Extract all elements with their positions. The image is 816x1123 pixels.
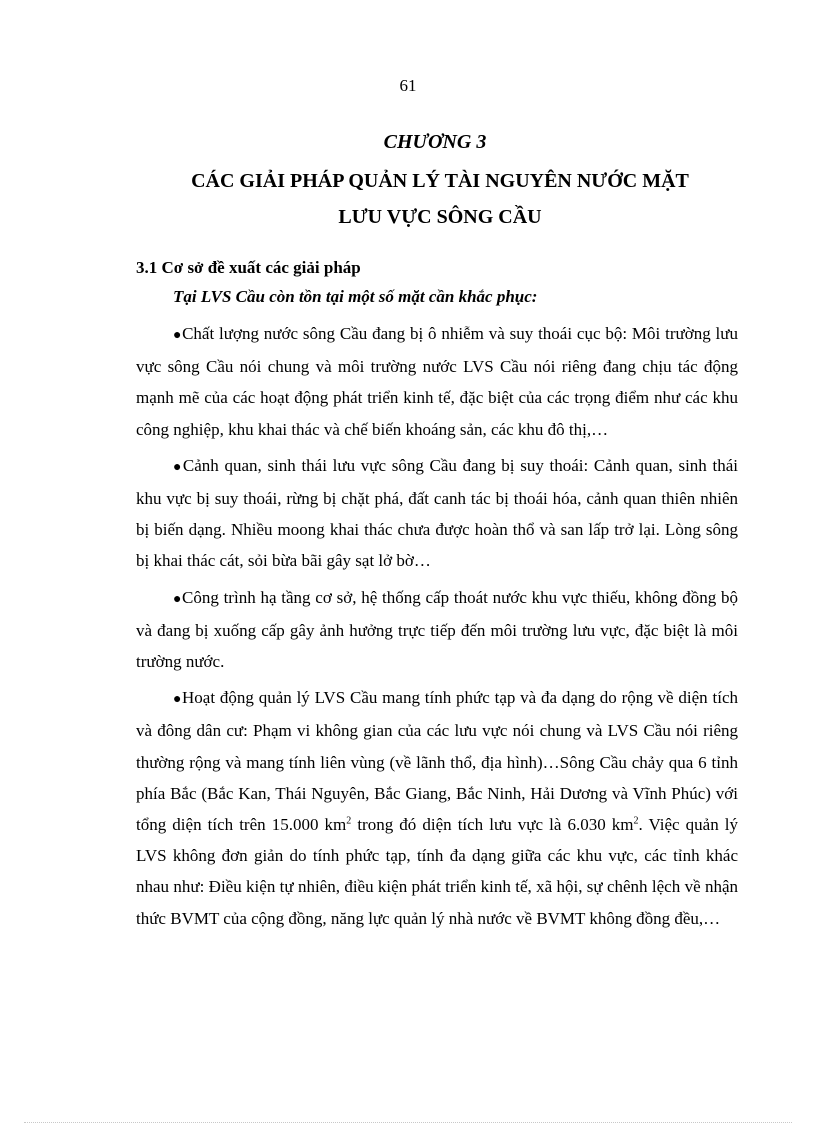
body-text [136, 318, 738, 939]
bullet-paragraph [136, 582, 738, 678]
bullet-icon: ● [173, 692, 183, 708]
chapter-title-line-1: CÁC GIẢI PHÁP QUẢN LÝ TÀI NGUYÊN NƯỚC MẶT [191, 170, 689, 192]
section-heading: 3.1 Cơ sở đề xuất các giải pháp [136, 258, 361, 277]
paragraph-text: Công trình hạ tầng cơ sở, hệ thống cấp thoát nước khu vực thiếu, không đồng bộ và đang bị xuống cấp gây ảnh hưởng trực tiếp đến môi trường lưu vực, đặc biệt là môi trường nước. [136, 587, 738, 672]
chapter-title-line-2: LƯU VỰC SÔNG CẦU [338, 206, 542, 228]
paragraph-text: Hoạt động quản lý LVS Cầu mang tính phức tạp và đa dạng do rộng về diện tích và đông dân cư: Phạm vi không gian của các lưu vực nói chung và LVS Cầu nói riêng thường rộng và mang tính liên vùng (về lãnh thổ, địa hình)…Sông Cầu chảy qua 6 tỉnh phía Bắc (Bắc Kan, Thái Nguyên, Bắc Giang, Bắc Ninh, Hải Dương và Vĩnh Phúc) với tổng diện tích trên 15.000 km [136, 688, 738, 835]
bullet-paragraph [136, 682, 738, 934]
bullet-icon: ● [173, 328, 183, 343]
superscript: 2 [633, 815, 639, 827]
bullet-paragraph [136, 450, 738, 577]
bullet-icon: ● [173, 459, 183, 475]
paragraph-text: Cảnh quan, sinh thái lưu vực sông Cầu đang bị suy thoái: Cảnh quan, sinh thái khu vực bị suy thoái, rừng bị chặt phá, đất canh tác bị thoái hóa, cảnh quan thiên nhiên bị biến dạng. Nhiều moong khai thác chưa được hoàn thổ và san lấp trở lại. Lòng sông bị khai thác cát, sỏi bừa bãi gây sạt lở bờ… [136, 455, 738, 571]
chapter-label: CHƯƠNG 3 [383, 131, 487, 153]
superscript: 2 [346, 815, 352, 827]
paragraph-text: Chất lượng nước sông Cầu đang bị ô nhiễm và suy thoái cục bộ: Môi trường lưu vực sông Cầu nói chung và môi trường nước LVS Cầu nói riêng đang chịu tác động mạnh mẽ của các hoạt động phát triển kinh tế, đặc biệt của các trọng điểm như các khu công nghiệp, khu khai thác và chế biến khoáng sản, các khu đô thị,… [136, 324, 738, 439]
paragraph-text: trong đó diện tích lưu vực là 6.030 km [351, 815, 634, 835]
bullet-paragraph [136, 318, 738, 445]
page-number: 61 [399, 76, 417, 95]
section-subheading: Tại LVS Cầu còn tồn tại một số mặt cần khắc phục: [173, 287, 538, 306]
paragraph-text: . Việc quản lý LVS không đơn giản do tính phức tạp, tính đa dạng giữa các khu vực, các tỉnh khác nhau như: Điều kiện tự nhiên, điều kiện phát triển kinh tế, xã hội, sự chênh lệch về nhận thức BVMT của cộng đồng, năng lực quản lý nhà nước về BVMT không đồng đều,… [136, 815, 738, 928]
bullet-icon: ● [173, 591, 182, 607]
